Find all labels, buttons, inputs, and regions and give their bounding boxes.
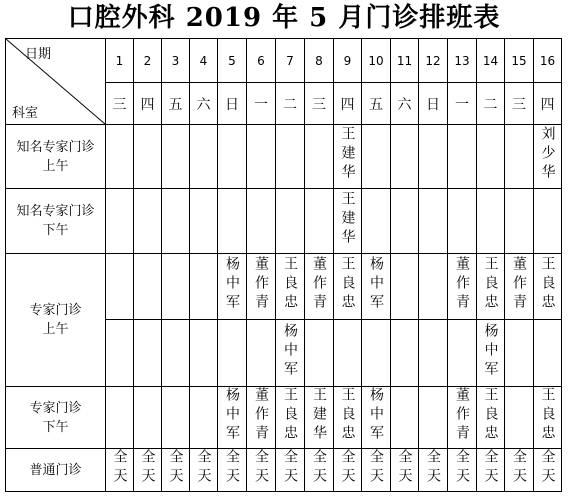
schedule-cell	[505, 125, 534, 189]
schedule-cell	[305, 320, 334, 387]
table-row-famous-pm	[6, 189, 562, 254]
schedule-cell	[305, 189, 334, 254]
dept-label-text: 知名专家门诊 上午	[16, 139, 95, 174]
schedule-cell	[334, 125, 362, 189]
weekday-label: 四	[534, 83, 562, 125]
schedule-cell	[247, 320, 276, 387]
schedule-cell	[391, 189, 419, 254]
schedule-cell	[276, 449, 305, 492]
weekday-label: 二	[276, 83, 305, 125]
weekday-label: 五	[162, 83, 190, 125]
schedule-cell	[334, 254, 362, 320]
doctor-name: 王良忠	[339, 387, 356, 444]
schedule-cell	[134, 254, 162, 320]
schedule-cell	[505, 387, 534, 449]
doctor-name: 王良忠	[539, 387, 556, 444]
schedule-cell	[362, 125, 391, 189]
schedule-cell	[134, 320, 162, 387]
weekday-label: 三	[106, 83, 134, 125]
schedule-cell	[106, 449, 134, 492]
schedule-cell	[448, 387, 477, 449]
schedule-cell	[218, 189, 247, 254]
schedule-cell	[276, 320, 305, 387]
schedule-cell	[477, 449, 505, 492]
schedule-cell	[134, 189, 162, 254]
schedule-cell	[276, 189, 305, 254]
doctor-name: 全天	[511, 449, 527, 487]
schedule-cell	[218, 254, 247, 320]
schedule-cell	[218, 320, 247, 387]
doctor-name: 全天	[368, 449, 384, 487]
schedule-cell	[305, 449, 334, 492]
day-number: 10	[362, 39, 391, 83]
dept-general	[6, 449, 106, 492]
doctor-name: 董作青	[511, 256, 527, 313]
day-number: 6	[247, 39, 276, 83]
day-number: 8	[305, 39, 334, 83]
doctor-name: 王良忠	[539, 256, 556, 313]
schedule-cell	[305, 387, 334, 449]
day-number: 12	[419, 39, 448, 83]
schedule-cell	[477, 189, 505, 254]
weekday-label: 六	[391, 83, 419, 125]
schedule-cell	[419, 125, 448, 189]
schedule-cell	[247, 449, 276, 492]
doctor-name: 全天	[224, 449, 240, 487]
doctor-name: 杨中军	[368, 256, 384, 313]
schedule-cell	[305, 254, 334, 320]
schedule-cell	[391, 387, 419, 449]
schedule-table	[5, 38, 562, 492]
schedule-cell	[218, 449, 247, 492]
schedule-cell	[448, 449, 477, 492]
schedule-cell	[162, 254, 190, 320]
day-number: 13	[448, 39, 477, 83]
doctor-name: 董作青	[253, 387, 269, 444]
table-row-famous-am	[6, 125, 562, 189]
schedule-cell	[247, 254, 276, 320]
schedule-cell	[276, 387, 305, 449]
doctor-name: 杨中军	[368, 387, 384, 444]
weekday-label: 三	[505, 83, 534, 125]
day-number: 16	[534, 39, 562, 83]
table-row-expert-am-1	[6, 254, 562, 320]
schedule-cell	[505, 320, 534, 387]
dept-label: 科室	[12, 106, 39, 121]
day-number: 5	[218, 39, 247, 83]
header-row-days	[6, 39, 562, 83]
doctor-name: 杨中军	[282, 322, 298, 380]
doctor-name: 全天	[195, 449, 212, 487]
schedule-cell	[448, 254, 477, 320]
weekday-label: 五	[362, 83, 391, 125]
weekday-label: 日	[218, 83, 247, 125]
weekday-label: 四	[134, 83, 162, 125]
dept-famous-pm	[6, 189, 106, 254]
doctor-name: 王良忠	[282, 387, 298, 444]
schedule-cell	[419, 449, 448, 492]
schedule-cell	[534, 387, 562, 449]
doctor-name: 王建华	[311, 387, 327, 444]
schedule-cell	[477, 125, 505, 189]
day-number: 2	[134, 39, 162, 83]
schedule-cell	[391, 254, 419, 320]
schedule-cell	[448, 125, 477, 189]
schedule-cell	[334, 189, 362, 254]
header-corner	[6, 39, 106, 125]
day-number: 3	[162, 39, 190, 83]
date-label: 日期	[24, 47, 51, 62]
doctor-name: 全天	[167, 449, 184, 487]
schedule-cell	[391, 449, 419, 492]
schedule-cell	[305, 125, 334, 189]
schedule-cell	[190, 254, 218, 320]
schedule-cell	[534, 320, 562, 387]
table-row-general	[6, 449, 562, 492]
weekday-label: 三	[305, 83, 334, 125]
weekday-label: 一	[448, 83, 477, 125]
schedule-cell	[477, 320, 505, 387]
doctor-name: 董作青	[454, 256, 470, 313]
doctor-name: 杨中军	[482, 322, 499, 380]
schedule-cell	[106, 320, 134, 387]
weekday-label: 日	[419, 83, 448, 125]
schedule-cell	[162, 189, 190, 254]
schedule-cell	[162, 125, 190, 189]
doctor-name: 全天	[539, 449, 556, 487]
doctor-name: 董作青	[253, 256, 269, 313]
doctor-name: 杨中军	[224, 387, 240, 444]
doctor-name: 董作青	[311, 256, 327, 313]
day-number: 4	[190, 39, 218, 83]
schedule-cell	[362, 387, 391, 449]
schedule-cell	[162, 387, 190, 449]
dept-label-text: 专家门诊 上午	[29, 303, 82, 337]
weekday-label: 一	[247, 83, 276, 125]
day-number: 1	[106, 39, 134, 83]
schedule-cell	[190, 449, 218, 492]
day-number: 15	[505, 39, 534, 83]
doctor-name: 王良忠	[339, 256, 356, 313]
schedule-cell	[362, 189, 391, 254]
schedule-cell	[106, 387, 134, 449]
doctor-name: 全天	[111, 449, 128, 487]
schedule-cell	[162, 449, 190, 492]
dept-label-text: 专家门诊 下午	[29, 400, 82, 435]
schedule-cell	[448, 189, 477, 254]
schedule-cell	[190, 387, 218, 449]
schedule-cell	[334, 449, 362, 492]
dept-label-text: 普通门诊	[29, 462, 82, 478]
dept-expert-am	[6, 254, 106, 387]
schedule-cell	[505, 189, 534, 254]
schedule-cell	[106, 189, 134, 254]
schedule-cell	[534, 189, 562, 254]
schedule-cell	[362, 320, 391, 387]
doctor-name: 全天	[253, 449, 269, 487]
day-number: 9	[334, 39, 362, 83]
schedule-cell	[534, 125, 562, 189]
schedule-cell	[448, 320, 477, 387]
schedule-cell	[190, 125, 218, 189]
schedule-cell	[134, 387, 162, 449]
doctor-name: 王建华	[339, 126, 356, 183]
dept-expert-pm	[6, 387, 106, 449]
dept-label-text: 知名专家门诊 下午	[16, 204, 95, 238]
day-number: 7	[276, 39, 305, 83]
doctor-name: 王良忠	[282, 256, 298, 313]
schedule-cell	[276, 254, 305, 320]
doctor-name: 杨中军	[224, 256, 240, 313]
schedule-cell	[247, 125, 276, 189]
schedule-cell	[419, 254, 448, 320]
schedule-cell	[362, 254, 391, 320]
schedule-cell	[419, 320, 448, 387]
schedule-cell	[276, 125, 305, 189]
weekday-label: 二	[477, 83, 505, 125]
day-number: 11	[391, 39, 419, 83]
weekday-label: 四	[334, 83, 362, 125]
doctor-name: 全天	[482, 449, 499, 487]
schedule-cell	[477, 387, 505, 449]
doctor-name: 全天	[425, 449, 441, 487]
schedule-cell	[247, 387, 276, 449]
schedule-cell	[218, 125, 247, 189]
schedule-cell	[162, 320, 190, 387]
schedule-cell	[534, 254, 562, 320]
schedule-cell	[334, 320, 362, 387]
doctor-name: 王良忠	[482, 256, 499, 313]
doctor-name: 董作青	[454, 387, 470, 444]
schedule-cell	[419, 189, 448, 254]
schedule-cell	[334, 387, 362, 449]
doctor-name: 王建华	[339, 190, 356, 248]
schedule-cell	[134, 449, 162, 492]
schedule-cell	[477, 254, 505, 320]
schedule-cell	[106, 254, 134, 320]
doctor-name: 刘少华	[539, 126, 556, 183]
page-title: 口腔外科 2019 年 5 月门诊排班表	[67, 3, 501, 33]
doctor-name: 全天	[339, 449, 356, 487]
weekday-label: 六	[190, 83, 218, 125]
schedule-cell	[391, 125, 419, 189]
schedule-cell	[106, 125, 134, 189]
schedule-cell	[247, 189, 276, 254]
doctor-name: 全天	[282, 449, 298, 487]
schedule-cell	[505, 449, 534, 492]
dept-famous-am	[6, 125, 106, 189]
schedule-cell	[505, 254, 534, 320]
doctor-name: 王良忠	[482, 387, 499, 444]
schedule-cell	[419, 387, 448, 449]
schedule-cell	[534, 449, 562, 492]
schedule-cell	[134, 125, 162, 189]
schedule-cell	[190, 320, 218, 387]
schedule-cell	[362, 449, 391, 492]
schedule-cell	[218, 387, 247, 449]
schedule-cell	[391, 320, 419, 387]
table-row-expert-pm	[6, 387, 562, 449]
day-number: 14	[477, 39, 505, 83]
schedule-cell	[190, 189, 218, 254]
doctor-name: 全天	[396, 449, 413, 487]
doctor-name: 全天	[454, 449, 470, 487]
doctor-name: 全天	[139, 449, 156, 487]
doctor-name: 全天	[311, 449, 327, 487]
